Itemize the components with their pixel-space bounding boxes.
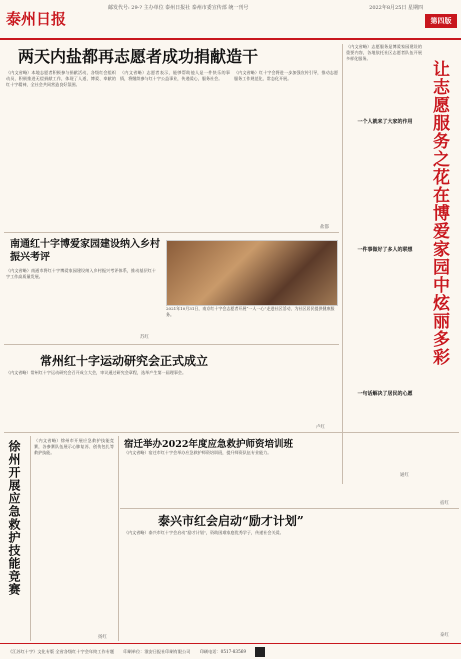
- masthead-info: 邮发代号: 29-? 主办单位 泰州日报社 泰州市委宣传部 统一刊号: [108, 5, 249, 11]
- news-photo: [166, 240, 338, 306]
- byline-3: 苏红: [140, 335, 149, 340]
- footer-left: 《江苏红十字》文化专版 全省各级红十字会年终工作专题: [8, 649, 115, 654]
- main-article-col1: （内文省略）本地志愿者积极参与捐献活动，各级红会组织动员，积极推进无偿捐献工作，体现了人道、博爱、奉献的红十字精神，全社会共同营造良好氛围。: [6, 70, 116, 88]
- divider: [118, 436, 119, 641]
- second-article: （内文省略）南通市将红十字博爱家园建设纳入乡村振兴考评体系，推动基层红十字工作高质量发展。: [6, 268, 156, 280]
- side-article-col: （内文省略）志愿服务是博爱家园建设的重要内容，各地依托社区志愿者队伍开展多样化服务。: [346, 44, 422, 62]
- second-headline: 南通红十字博爱家园建设纳入乡村振兴考评: [10, 239, 160, 263]
- footer-mid: 印刷单位：淮安日报社印刷有限公司: [123, 649, 191, 654]
- fifth-headline: 泰兴市红会启动“励才计划”: [158, 514, 304, 528]
- main-headline: 两天内盐都再志愿者成功捐献造干: [18, 47, 259, 66]
- byline-2: 通红: [400, 473, 409, 478]
- left-bottom-article: （内文省略）徐州市开展应急救护技能竞赛，各参赛队伍展示心肺复苏、创伤包扎等救护技能。: [34, 438, 114, 456]
- divider: [4, 432, 459, 433]
- photo-caption: 2021年10月31日，南京红十字会志愿者开展“一人一心”走进社区活动，为社区居民提供健康服务。: [166, 306, 335, 317]
- fourth-article: （内文省略）宿迁市红十字会举办应急救护师资培训班，提升师资队伍专业能力。: [124, 450, 272, 455]
- issue-date: 2022年8月25日 星期四: [369, 5, 423, 11]
- section-3-heading: 一句话解决了居民的心愿: [357, 391, 413, 397]
- newspaper-logo: 泰州日报: [6, 10, 67, 28]
- byline-4: 卢红: [316, 425, 325, 430]
- byline-5: 扬红: [98, 635, 107, 640]
- main-article-col3: （内文省略）红十字会将进一步加强宣传引导，推动志愿服务工作规范化、常态化开展。: [234, 70, 338, 82]
- side-vertical-headline: 让志愿服务之花在博爱家园中炫丽多彩: [429, 60, 449, 366]
- divider: [30, 436, 31, 641]
- page-footer: [0, 643, 461, 659]
- byline-6: 宿红: [440, 501, 449, 506]
- third-headline: 常州红十字运动研究会正式成立: [40, 354, 209, 368]
- qr-code-icon: [255, 647, 265, 657]
- divider: [4, 232, 339, 233]
- fifth-article: （内文省略）泰兴市红十字会启动“励才计划”，资助困难家庭优秀学子，传递社会关爱。: [124, 530, 284, 535]
- divider: [120, 508, 459, 509]
- masthead: [0, 0, 461, 40]
- main-article-col2: （内文省略）志愿者表示，能够帮助他人是一件快乐的事情，将继续参与红十字公益事业，传递爱心，服务社会。: [120, 70, 230, 82]
- footer-right: 印刷电话：0517-83569: [199, 649, 247, 654]
- byline-7: 泰红: [440, 633, 449, 638]
- divider: [4, 344, 339, 345]
- left-vertical-headline: 徐州开展应急救护技能竞赛: [7, 440, 21, 596]
- divider: [342, 44, 343, 484]
- section-2-heading: 一件事做好了多人的联想: [357, 247, 413, 253]
- page-badge: 第四版: [425, 14, 457, 28]
- third-article: （内文省略）常州红十字运动研究会召开成立大会，审议通过研究会章程，选举产生第一届理事会。: [6, 370, 187, 375]
- fourth-headline: 宿迁举办2022年度应急救护师资培训班: [124, 439, 293, 450]
- byline-1: 盐都: [320, 225, 329, 230]
- section-1-heading: 一个人就来了大家的作用: [357, 119, 413, 125]
